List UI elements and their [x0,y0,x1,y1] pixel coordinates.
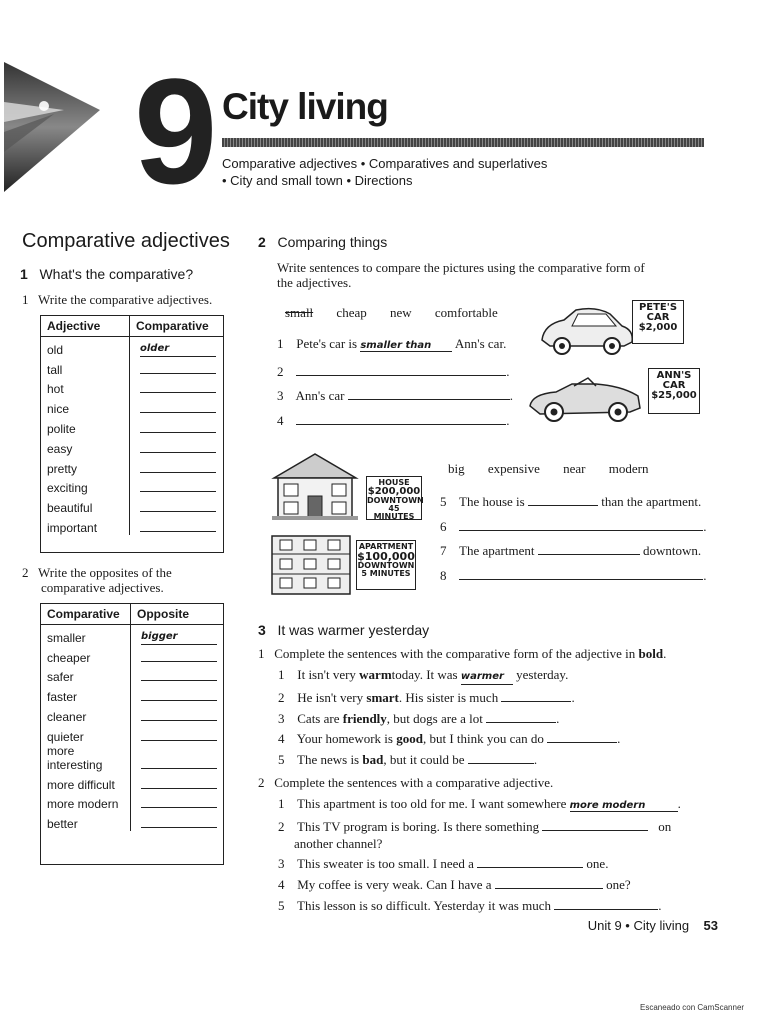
exercise-2-label: Comparing things [277,234,388,250]
table-word: better [47,817,78,832]
sentence-2-8: 8 . [440,568,707,583]
sentence-text: , but dogs are a lot [386,711,483,726]
table-row [41,476,223,496]
sign-line: APARTMENT [358,542,414,551]
answer-blank[interactable] [501,688,571,702]
sentence-text: This TV program is boring. Is there something [297,819,540,834]
sentence-3-2-2 [278,817,671,852]
instruction-line-2: the adjectives. [277,275,352,290]
table-answer-cell [131,724,224,744]
house-image [268,450,362,522]
sign-line: $100,000 [357,550,415,563]
table-row [41,495,223,515]
table-word: smaller [47,630,86,645]
sentence-text: . [556,711,560,726]
table-answer-cell [130,337,224,357]
answer-blank[interactable] [140,498,216,512]
table-row [41,811,223,831]
table-word: important [47,520,98,535]
word-near: near [563,461,586,476]
city-skyline-image [4,62,100,192]
table-word: cheaper [47,650,91,665]
sentence-text: The apartment [459,543,535,558]
answer-blank[interactable] [459,566,703,580]
exercise-1-number: 1 [20,266,28,282]
table-word: beautiful [47,501,93,516]
instruction-text-line-1: Write the opposites of the [38,565,172,580]
answer-blank[interactable] [140,379,216,393]
item-number: 2 [258,775,265,790]
answer-blank[interactable] [477,854,583,868]
answer-blank[interactable]: warmer [461,671,513,685]
answer-blank[interactable] [141,775,217,789]
table-row [41,772,223,792]
instruction-text: Write the comparative adjectives. [38,292,213,307]
sentence-text: than the apartment. [601,494,702,509]
item-number: 1 [258,646,265,661]
item-number: 4 [278,731,285,746]
sign-line: CAR [662,380,686,391]
item-number: 1 [278,667,285,682]
table-row [41,665,223,685]
table-word: tall [47,362,63,377]
item-number: 7 [440,543,447,558]
sentence-text: one. [586,856,609,871]
sentence-2-2: 2 . [277,364,510,379]
word-box-2 [448,461,668,477]
item-number: 4 [278,877,285,892]
table-word: more modern [47,797,119,812]
answer-blank[interactable] [538,541,640,555]
word-modern: modern [608,461,649,476]
item-number: 1 [277,336,284,351]
table-answer-cell [130,495,224,515]
sentence-text: one? [606,877,631,892]
sign-apartment [356,540,416,590]
item-number: 3 [278,856,285,871]
apartment-image [268,534,352,596]
table-row [41,704,223,724]
answer-blank[interactable] [468,750,534,764]
sentence-text: , but I think you can do [422,731,544,746]
answer-blank[interactable] [486,709,556,723]
table-answer-cell [130,357,224,377]
exercise-3-1-instruction [258,646,666,662]
item-number: 5 [278,898,285,913]
table-answer-cell [130,515,224,535]
sentence-2-7 [440,541,701,559]
answer-blank[interactable] [141,687,217,701]
word-small: small [285,305,314,320]
unit-number: 9 [134,47,218,215]
item-number: 5 [440,494,447,509]
word-comfortable: comfortable [434,305,498,320]
sentence-text: today. It was [391,667,458,682]
table-word: more interesting [47,743,103,772]
convertible-car-image [526,372,644,430]
small-car-image [536,304,636,358]
page-number: 53 [703,918,718,933]
answer-blank[interactable] [296,362,506,376]
table-answer-cell [131,704,224,724]
table-row [41,645,223,665]
table-word: exciting [47,481,88,496]
answer-blank[interactable] [141,667,217,681]
sentence-3-2-4 [278,875,631,893]
sentence-text: This apartment is too old for me. I want somewhere [297,796,567,811]
sentence-text: Cats are [297,711,340,726]
column-header-comparative: Comparative [130,316,224,337]
answer-blank[interactable] [140,360,216,374]
sentence-3-2-1 [278,796,681,812]
exercise-3-number: 3 [258,622,266,638]
item-number: 1 [278,796,285,811]
sentence-bold-adjective: good [396,731,423,746]
sentence-3-1-1 [278,667,568,685]
instruction-punct: . [663,646,667,661]
table-word: faster [47,690,78,705]
table-row [41,357,223,377]
answer-blank[interactable] [140,478,216,492]
instruction-line-1: Write sentences to compare the pictures using the comparative form of [277,260,645,275]
comparatives-table [40,315,224,553]
answer-blank[interactable]: bigger [141,631,217,645]
table-answer-cell [131,772,224,792]
column-header-comparative: Comparative [41,604,131,625]
exercise-1-label: What's the comparative? [39,266,194,282]
answer-blank[interactable] [547,729,617,743]
sentence-3-2-5 [278,896,662,914]
answer-blank[interactable] [140,399,216,413]
sign-anns-car [648,368,700,414]
sentence-3-1-3 [278,709,559,727]
sentence-text: yesterday. [512,667,569,682]
sentence-text: on [658,819,672,834]
column-header-adjective: Adjective [41,316,130,337]
sentence-text: another channel? [294,836,383,851]
sentence-bold-adjective: bad [362,752,384,767]
sentence-bold-adjective: warm [359,667,392,682]
sign-house [366,476,422,520]
sentence-punct: . [677,796,681,811]
table-row [41,377,223,397]
sentence-3-2-3 [278,854,608,872]
sign-line: ANN'S [656,370,692,381]
table-answer-cell [131,645,224,665]
table-word: easy [47,441,73,456]
sign-petes-car [632,300,684,344]
sentence-3-1-5 [278,750,537,768]
word-big: big [448,461,465,476]
instruction-bold: bold [638,646,664,661]
word-cheap: cheap [336,305,367,320]
table-answer-cell [131,811,224,831]
table-row [41,396,223,416]
table-row [41,724,223,744]
table-answer-cell [131,625,224,645]
sentence-text: Ann's car [295,388,345,403]
unit-title: City living [222,86,388,127]
table-word: pretty [47,461,78,476]
sentence-text: Pete's car is [296,336,358,351]
table-row [41,515,223,535]
answer-blank[interactable] [495,875,603,889]
sentence-2-6: 6 . [440,519,707,534]
sentence-punct: . [658,898,662,913]
table-word: old [47,342,64,357]
sentence-text: . [533,752,538,767]
answer-blank[interactable] [140,518,216,532]
answer-blank[interactable] [141,794,217,808]
section-heading-comparatives: Comparative adjectives [22,230,230,252]
answer-blank[interactable] [140,419,216,433]
sign-line: 45 MINUTES [373,504,415,521]
table-answer-cell [130,476,224,496]
table-word: safer [47,670,74,685]
answer-blank[interactable] [528,492,598,506]
answer-blank[interactable] [459,517,703,531]
sentence-2-3: 3 Ann's car . [277,388,513,403]
sentence-3-1-4 [278,729,620,747]
column-header-opposite: Opposite [131,604,224,625]
sign-line: $25,000 [651,390,697,401]
sentence-text: The news is [297,752,360,767]
item-number: 3 [277,388,284,403]
sentence-text: My coffee is very weak. Can I have a [297,877,492,892]
scanner-watermark: Escaneado con CamScanner [640,1003,745,1012]
item-number: 2 [278,690,285,705]
sentence-text: The house is [459,494,525,509]
answer-blank[interactable] [141,814,217,828]
answer-blank[interactable] [141,727,217,741]
sentence-text: downtown. [642,543,702,558]
item-number: 3 [278,711,285,726]
sentence-2-4: 4 . [277,413,510,428]
instruction-text-line-2: comparative adjectives. [41,580,164,595]
table-word: more difficult [47,777,115,792]
sentence-text: This sweater is too small. I need a [297,856,474,871]
sign-line: DOWNTOWN [357,561,415,570]
item-number: 1 [22,292,29,307]
sign-line: 5 MINUTES [361,569,411,578]
exercise-2-instruction [277,260,645,290]
table-row [41,416,223,436]
answer-blank[interactable]: more modern [570,800,678,812]
sign-line: DOWNTOWN [367,496,424,505]
word-new: new [389,305,412,320]
table-answer-cell [130,436,224,456]
sentence-text: He isn't very [297,690,364,705]
exercise-2-title [258,234,387,250]
sentence-text: , but it could be [383,752,465,767]
sentence-text: Ann's car. [454,336,507,351]
table-row [41,744,223,772]
sentence-bold-adjective: friendly [342,711,387,726]
opposites-table [40,603,224,865]
sentence-text: This lesson is so difficult. Yesterday it was much [297,898,551,913]
item-number: 4 [277,413,284,428]
exercise-3-label: It was warmer yesterday [277,622,430,638]
word-box-1 [285,305,518,321]
table-row [41,456,223,476]
exercise-3-2-instruction [258,775,553,791]
table-row [41,337,223,357]
table-answer-cell [130,396,224,416]
table-word: hot [47,382,64,397]
sentence-text: Your homework is [296,731,393,746]
sentence-text: . [571,690,575,705]
sign-line: $200,000 [367,486,421,497]
exercise-2-number: 2 [258,234,266,250]
table-answer-cell [130,416,224,436]
item-number: 2 [278,819,285,834]
table-answer-cell [131,665,224,685]
table-answer-cell [131,744,224,772]
item-number: 2 [277,364,284,379]
table-word: polite [47,421,76,436]
item-number: 5 [278,752,285,767]
exercise-1-2-instruction [22,565,172,595]
sentence-3-1-2 [278,688,575,706]
sentence-bold-adjective: smart [366,690,399,705]
item-number: 6 [440,519,447,534]
sentence-text: . [617,731,621,746]
answer-blank[interactable] [296,411,506,425]
sentence-2-1 [277,336,506,352]
table-row [41,792,223,812]
exercise-1-1-instruction [22,292,212,308]
subtitle-line-1: Comparative adjectives • Comparatives and superlatives [222,156,548,171]
table-word: quieter [47,729,84,744]
page-footer [588,918,718,933]
table-answer-cell [131,684,224,704]
sign-line: PETE'S [638,302,678,313]
answer-blank[interactable]: older [140,343,216,357]
table-answer-cell [130,377,224,397]
sign-line: HOUSE [378,478,410,487]
sign-line: $2,000 [638,322,678,333]
answer-blank[interactable] [140,459,216,473]
item-number: 8 [440,568,447,583]
title-rule [222,138,704,147]
sentence-text: . His sister is much [398,690,499,705]
answer-blank[interactable] [141,707,217,721]
footer-unit-label: Unit 9 • City living [587,918,690,933]
sign-line: CAR [646,312,670,323]
table-word: nice [47,402,70,417]
exercise-3-title [258,622,429,638]
table-word: cleaner [47,709,87,724]
answer-blank[interactable] [140,439,216,453]
answer-blank[interactable] [542,817,648,831]
instruction-text: Complete the sentences with a comparative adjective. [274,775,554,790]
table-answer-cell [130,456,224,476]
subtitle-line-2: • City and small town • Directions [222,173,413,188]
answer-blank[interactable] [141,648,217,662]
word-expensive: expensive [487,461,540,476]
sentence-text: It isn't very [297,667,356,682]
table-answer-cell [131,792,224,812]
table-row [41,436,223,456]
answer-blank[interactable]: smaller than [360,340,452,352]
exercise-1-title [20,266,193,282]
item-number: 2 [22,565,29,580]
instruction-text: Complete the sentences with the comparative form of the adjective in [274,646,636,661]
table-row [41,625,223,645]
sentence-2-5 [440,492,701,510]
answer-blank[interactable] [348,386,510,400]
answer-blank[interactable] [554,896,658,910]
table-row [41,684,223,704]
answer-blank[interactable] [141,755,217,769]
